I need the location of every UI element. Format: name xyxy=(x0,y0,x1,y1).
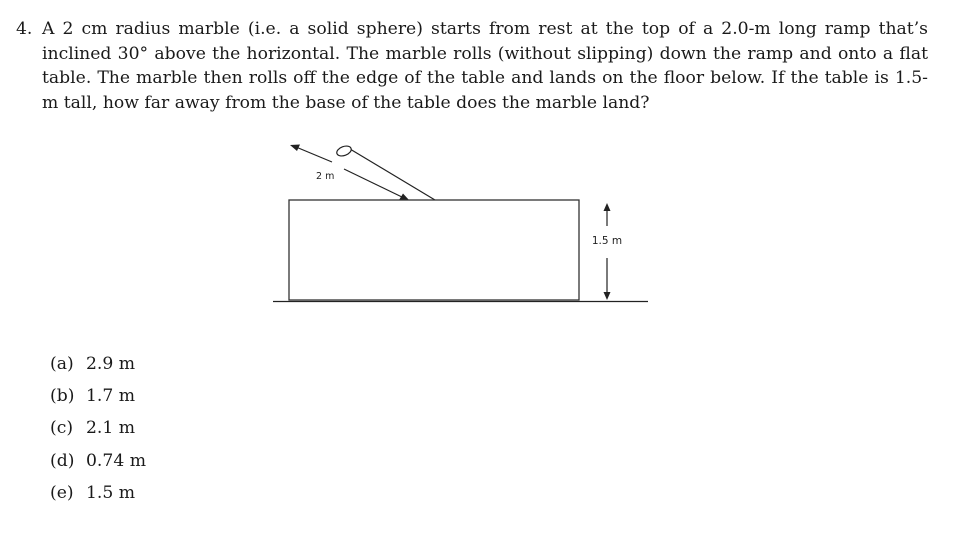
table-height-label: 1.5 m xyxy=(591,235,623,247)
option-letter: (e) xyxy=(50,482,74,503)
option-letter: (d) xyxy=(50,450,75,471)
option-value: 1.5 m xyxy=(86,482,136,503)
option-a[interactable] xyxy=(50,348,146,380)
height-arrowhead-lower xyxy=(604,292,611,300)
option-value: 2.1 m xyxy=(86,418,136,439)
option-b[interactable] xyxy=(50,380,146,412)
ramp-length-arrow-lower xyxy=(344,169,404,198)
table xyxy=(289,200,579,300)
option-letter: (b) xyxy=(50,386,75,407)
ramp-length-label: 2 m xyxy=(316,171,335,182)
option-d[interactable] xyxy=(50,445,146,477)
ramp-length-arrowhead-upper xyxy=(290,145,300,152)
option-c[interactable] xyxy=(50,412,146,444)
question-text: A 2 cm radius marble (i.e. a solid sphere) starts from rest at the top of a 2.0-m long ramp that’s inclined 30° above the horizontal. The marble rolls (without slipping) down the ramp and onto a flat table. The marble then rolls off the edge of the table and lands on the floor below. If the table is 1.5-m tall, how far away from the base of the table does the marble land? xyxy=(42,19,928,113)
ramp-length-arrow-upper xyxy=(296,147,332,162)
option-value: 2.9 m xyxy=(86,354,136,374)
answer-options xyxy=(50,348,146,509)
option-value: 1.7 m xyxy=(86,386,136,407)
height-arrowhead-upper xyxy=(604,203,611,211)
marble xyxy=(335,144,352,158)
option-value: 0.74 m xyxy=(86,450,147,471)
option-letter: (a) xyxy=(50,354,74,374)
ramp-table-diagram xyxy=(270,138,655,308)
question xyxy=(16,17,928,115)
question-number: 4. xyxy=(16,19,33,39)
option-e[interactable] xyxy=(50,477,146,509)
diagram-svg xyxy=(270,138,655,308)
option-letter: (c) xyxy=(50,418,74,439)
